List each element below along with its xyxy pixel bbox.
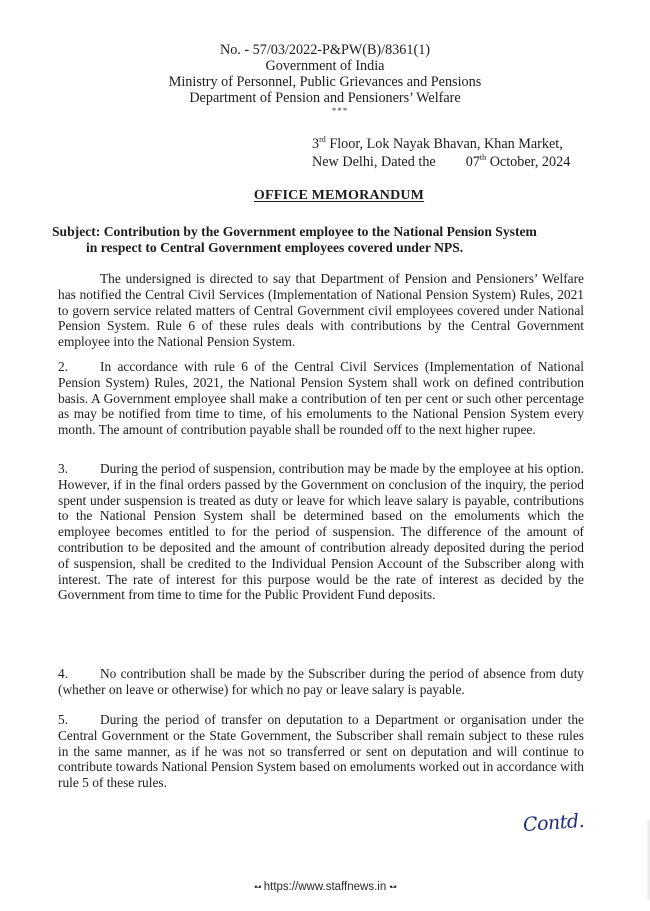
letterhead xyxy=(0,42,650,116)
subject-line-1: Subject: Contribution by the Government employee to the National Pension System xyxy=(52,224,537,239)
footer-ornament-left: •-• xyxy=(254,882,261,892)
paragraph-4 xyxy=(58,666,584,698)
memo-title xyxy=(0,188,650,204)
memo-subject xyxy=(52,224,612,256)
floor-number: 3 xyxy=(312,136,320,152)
handwritten-contd-note: Contd. xyxy=(522,809,585,837)
paragraph-number: 4. xyxy=(58,666,69,681)
memo-title-text: OFFICE MEMORANDUM xyxy=(253,188,425,203)
paragraph-text: No contribution shall be made by the Subscriber during the period of absence from duty (whether on leave or otherwise) for which no pay or leave salary is payable. xyxy=(58,666,584,697)
footer-watermark xyxy=(0,881,650,893)
city-dated-label: New Delhi, Dated the xyxy=(312,154,436,170)
date-day: 07 xyxy=(465,154,480,170)
ministry-name: Ministry of Personnel, Public Grievances and Pensions xyxy=(168,74,482,90)
paragraph-text: During the period of transfer on deputation to a Department or organisation under the Central Government or the State Government, the Subscriber shall remain subject to these rules in the same manner, as if he was not so transferred or sent on deputation and will continue to contribute towards National Pension System based on emoluments worked out in accordance with rule 5 of these rules. xyxy=(58,712,584,791)
date-suffix: th xyxy=(479,153,487,162)
paragraph-5 xyxy=(58,712,584,791)
office-address xyxy=(312,135,570,153)
paragraph-number: 2. xyxy=(58,359,69,374)
footer-ornament-right: •-• xyxy=(389,882,396,892)
paragraph-text: During the period of suspension, contribution may be made by the employee at his option. However, if in the final orders passed by the Government on conclusion of the inquiry, the period spent under suspension is treated as duty or leave for which leave salary is payable, contributions to the National Pension System shall be determined based on the emoluments which the employee becomes entitled to for the period of suspension. The difference of the amount of contribution to be deposited and the amount of contribution already deposited during the period of suspension, shall be credited to the Individual Pension Account of the Subscriber along with interest. The rate of interest for this purpose would be the rate of interest as decided by the Government from time to time for the Public Provident Fund deposits. xyxy=(58,461,584,603)
paragraph-number: 5. xyxy=(58,712,69,727)
paragraph-text: In accordance with rule 6 of the Central Civil Services (Implementation of National Pension System) Rules, 2021, the National Pension System shall work on defined contribution basis. A Government employee shall make a contribution of ten per cent or such other percentage as may be notified from time to time, of his emoluments to the National Pension System every month. The amount of contribution payable shall be rounded off to the next higher rupee. xyxy=(58,359,584,438)
paragraph-1 xyxy=(58,271,584,350)
paragraph-3 xyxy=(58,461,584,603)
government-name: Government of India xyxy=(265,58,385,74)
page-edge-shadow xyxy=(646,820,650,900)
floor-suffix: rd xyxy=(319,135,326,144)
paragraph-text: The undersigned is directed to say that Department of Pension and Pensioners’ Welfare has notified the Central Civil Services (Implementation of National Pension System) Rules, 2021 to govern service related matters of Central Government civil employees covered under National Pension System. Rule 6 of these rules deals with contributions by the Central Government employee into the National Pension System. xyxy=(58,271,584,350)
header-separator: *** xyxy=(331,106,349,116)
footer-url-link[interactable]: https://www.staffnews.in xyxy=(263,881,387,893)
dated-line xyxy=(312,153,570,171)
paragraph-number: 3. xyxy=(58,461,69,476)
file-number: No. - 57/03/2022-P&PW(B)/8361(1) xyxy=(219,42,431,58)
paragraph-2 xyxy=(58,359,584,438)
department-name: Department of Pension and Pensioners’ Welfare xyxy=(189,90,461,106)
address-and-date xyxy=(312,135,570,171)
address-text: Floor, Lok Nayak Bhavan, Khan Market, xyxy=(325,136,563,152)
subject-line-2: in respect to Central Government employees covered under NPS. xyxy=(86,240,464,255)
date-month-year: October, 2024 xyxy=(486,154,571,170)
